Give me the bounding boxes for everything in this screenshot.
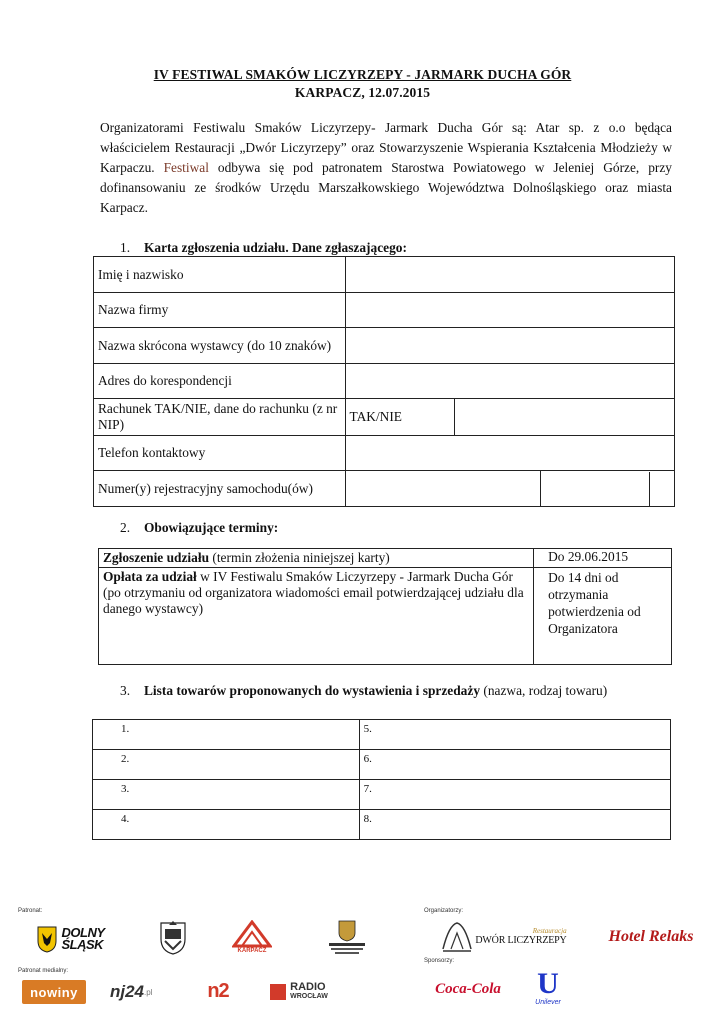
section3-title: Lista towarów proponowanych do wystawienia i sprzedaży — [144, 683, 481, 698]
county-crest-logo — [156, 920, 190, 956]
intro-highlight: Festiwal — [163, 160, 209, 175]
goods-row — [93, 780, 671, 810]
radio-wroclaw-logo — [254, 980, 344, 1004]
section2-title: Obowiązujące terminy: — [144, 520, 279, 535]
deadline-registration-bold: Zgłoszenie udziału — [103, 550, 210, 565]
section1-heading — [120, 240, 407, 256]
goods-row — [93, 810, 671, 840]
form-row-name — [94, 257, 675, 293]
form-input-short-name[interactable] — [345, 328, 675, 364]
registration-form-table — [93, 256, 675, 507]
form-label-invoice: Rachunek TAK/NIE, dane do rachunku (z nr NIP) — [94, 399, 346, 436]
deadline-payment-label — [99, 568, 534, 665]
nowiny-text: nowiny — [30, 984, 78, 1000]
form-input-address[interactable] — [345, 364, 675, 399]
karpacz-logo — [224, 916, 280, 958]
form-input-invoice-data[interactable] — [455, 399, 675, 436]
form-input-phone[interactable] — [345, 436, 675, 471]
slask-text: ŚLĄSK — [61, 937, 104, 952]
festival-title: IV FESTIWAL SMAKÓW LICZYRZEPY - JARMARK DUCHA GÓR — [153, 67, 572, 82]
goods-item-1[interactable]: 1. — [93, 720, 360, 750]
form-invoice-choice[interactable]: TAK/NIE — [345, 399, 455, 436]
deadline-registration-label — [99, 549, 534, 568]
wroclaw-text: WROCŁAW — [290, 993, 328, 1000]
association-logo — [324, 918, 370, 958]
form-plate-split — [541, 471, 675, 507]
section1-number: 1. — [120, 240, 131, 255]
restauracja-text: Restauracja — [532, 927, 567, 935]
form-input-company[interactable] — [345, 293, 675, 328]
form-row-plates — [94, 471, 675, 507]
unilever-logo — [526, 964, 570, 1010]
deadline-payment-date: Do 14 dni od otrzymania potwierdzenia od Organizatora — [534, 568, 672, 665]
goods-row — [93, 750, 671, 780]
goods-item-7[interactable]: 7. — [359, 780, 670, 810]
goods-row — [93, 720, 671, 750]
festival-date: KARPACZ, 12.07.2015 — [294, 85, 431, 100]
sponsor-logos — [16, 906, 716, 1016]
dolny-text: DOLNY — [61, 925, 105, 940]
goods-item-2[interactable]: 2. — [93, 750, 360, 780]
section2-number: 2. — [120, 520, 131, 535]
nj24-logo — [110, 980, 170, 1004]
form-row-company — [94, 293, 675, 328]
coca-cola-text: Coca-Cola — [435, 980, 501, 997]
shield-crest-icon — [159, 921, 187, 955]
label-sponsorzy: Sponsorzy: — [424, 958, 455, 964]
section2-heading — [120, 520, 278, 536]
form-label-company: Nazwa firmy — [94, 293, 346, 328]
mountain-spirit-icon — [441, 919, 473, 953]
form-input-plate-2[interactable] — [541, 472, 650, 506]
intro-paragraph — [100, 118, 672, 218]
karpacz-text: KARPACZ — [237, 948, 267, 954]
dwor-liczyrzepy-logo — [434, 916, 574, 956]
form-row-phone — [94, 436, 675, 471]
coca-cola-logo — [428, 974, 508, 1004]
goods-item-8[interactable]: 8. — [359, 810, 670, 840]
section3-number: 3. — [120, 683, 131, 698]
section3-heading — [120, 683, 607, 699]
form-row-short-name — [94, 328, 675, 364]
intro-text-2: odbywa się pod patronatem Starostwa Powiatowego w Jeleniej Górze, przy dofinansowaniu ze środków Urzędu Marszałkowskiego Województwa Dolnośląskiego oraz miasta Karpacz. — [100, 160, 672, 215]
hotel-relaks-text: Hotel Relaks — [608, 928, 694, 945]
goods-item-5[interactable]: 5. — [359, 720, 670, 750]
form-label-phone: Telefon kontaktowy — [94, 436, 346, 471]
radio-text: RADIO — [290, 981, 326, 993]
nj24-text: nj24 — [110, 982, 145, 1001]
goods-list-table — [92, 719, 671, 840]
unilever-text: Unilever — [535, 998, 561, 1006]
label-patronat: Patronat: — [18, 908, 43, 914]
deadline-registration-rest: (termin złożenia niniejszej karty) — [209, 550, 390, 565]
dwor-text: DWÓR LICZYRZEPY — [475, 935, 567, 946]
goods-item-3[interactable]: 3. — [93, 780, 360, 810]
goods-item-4[interactable]: 4. — [93, 810, 360, 840]
association-emblem-icon — [327, 919, 367, 957]
form-input-plate-1[interactable] — [345, 471, 541, 507]
label-patronat-media: Patronat medialny: — [18, 968, 69, 974]
deadline-payment-bold: Opłata za udział — [103, 569, 197, 584]
radio-square-icon — [270, 984, 286, 1000]
nowiny-logo — [22, 980, 86, 1004]
form-row-invoice — [94, 399, 675, 436]
mountain-icon — [232, 920, 272, 948]
dolny-slask-logo — [22, 922, 118, 956]
form-label-plates: Numer(y) rejestracyjny samochodu(ów) — [94, 471, 346, 507]
deadline-payment-rest: w IV Festiwalu Smaków Liczyrzepy - Jarmark Ducha Gór (po otrzymaniu od organizatora wiadomości email potwierdzającej udziału dla danego wystawcy) — [103, 569, 524, 616]
section1-title: Karta zgłoszenia udziału. Dane zgłaszającego: — [144, 240, 407, 255]
goods-item-6[interactable]: 6. — [359, 750, 670, 780]
eagle-crest-icon — [36, 925, 58, 953]
hotel-relaks-logo — [588, 924, 714, 950]
form-label-address: Adres do korespondencji — [94, 364, 346, 399]
deadlines-table — [98, 548, 672, 665]
deadline-registration-date: Do 29.06.2015 — [534, 549, 672, 568]
unilever-u-icon: U — [537, 966, 559, 1000]
n2-text: n2 — [207, 979, 229, 1002]
form-input-name[interactable] — [345, 257, 675, 293]
nj24-suffix: .pl — [144, 987, 153, 997]
n2-logo — [196, 978, 240, 1004]
form-row-address — [94, 364, 675, 399]
deadline-row-payment — [99, 568, 672, 665]
form-label-short-name: Nazwa skrócona wystawcy (do 10 znaków) — [94, 328, 346, 364]
intro-text-1: Organizatorami Festiwalu Smaków Liczyrzepy- Jarmark Ducha Gór są: Atar sp. z o.o będąca właścicielem Restauracji „Dwór Liczyrzepy” oraz Stowarzyszenie Wspierania Kształcenia Młodzieży w Karpaczu. — [100, 120, 672, 175]
form-label-name: Imię i nazwisko — [94, 257, 346, 293]
form-input-plate-3[interactable] — [650, 472, 674, 506]
deadline-row-registration — [99, 549, 672, 568]
section3-title-rest: (nazwa, rodzaj towaru) — [480, 683, 608, 698]
label-organizatorzy: Organizatorzy: — [424, 908, 464, 914]
